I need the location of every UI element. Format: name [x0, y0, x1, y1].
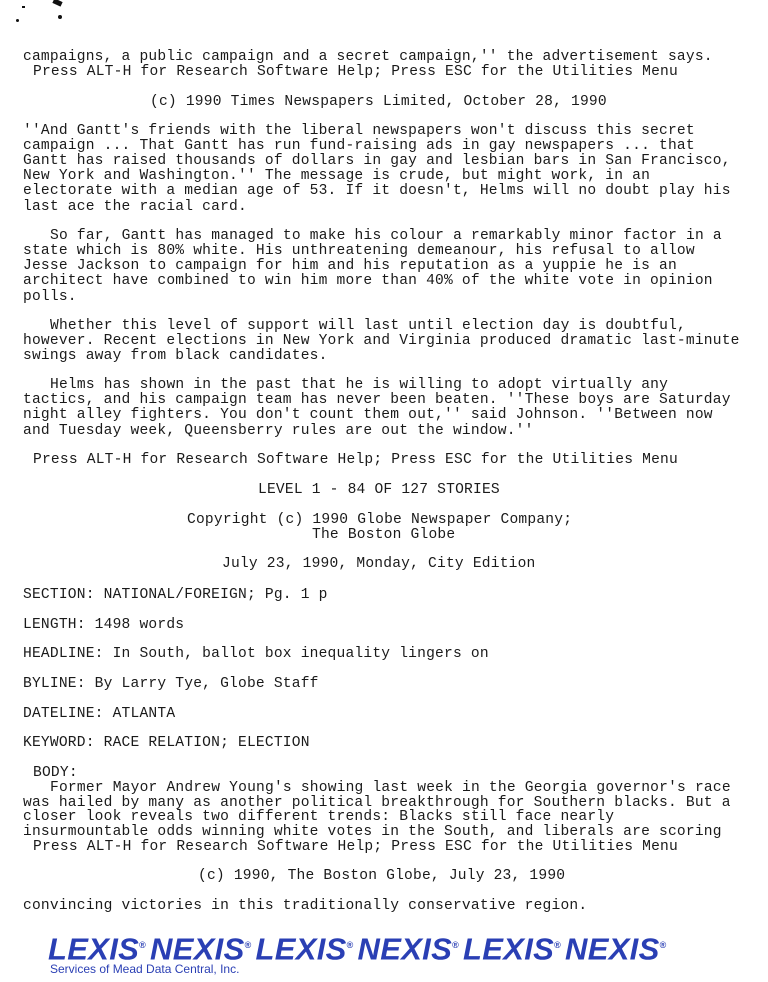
document-line: electorate with a median age of 53. If it doesn't, Helms will no doubt play his — [23, 183, 731, 199]
scan-speck-3 — [22, 6, 25, 8]
logo-word: LEXIS — [463, 931, 555, 967]
registered-mark: ® — [452, 940, 459, 950]
document-line: and Tuesday week, Queensberry rules are out the window.'' — [23, 423, 534, 439]
document-line: BODY: — [33, 765, 78, 781]
document-line: KEYWORD: RACE RELATION; ELECTION — [23, 735, 310, 751]
document-line: New York and Washington.'' The message is crude, but might work, in an — [23, 168, 651, 184]
document-line: was hailed by many as another political breakthrough for Southern blacks. But a — [23, 795, 731, 811]
document-line: So far, Gantt has managed to make his colour a remarkably minor factor in a — [50, 228, 722, 244]
scan-speck-1 — [52, 0, 62, 7]
document-line: Press ALT-H for Research Software Help; Press ESC for the Utilities Menu — [33, 452, 678, 468]
document-line: state which is 80% white. His unthreatening demeanour, his refusal to allow — [23, 243, 695, 259]
document-line: HEADLINE: In South, ballot box inequality lingers on — [23, 646, 489, 662]
logo-word: NEXIS — [150, 931, 245, 967]
document-line: The Boston Globe — [312, 527, 456, 543]
document-line: tactics, and his campaign team has never been beaten. ''These boys are Saturday — [23, 392, 731, 408]
document-line: night alley fighters. You don't count them out,'' said Johnson. ''Between now — [23, 407, 713, 423]
document-line: campaign ... That Gantt has run fund-raising ads in gay newspapers ... that — [23, 138, 695, 154]
document-line: insurmountable odds winning white votes in the South, and liberals are scoring — [23, 824, 722, 840]
document-line: convincing victories in this traditionally conservative region. — [23, 898, 588, 914]
document-line: (c) 1990, The Boston Globe, July 23, 1990 — [198, 868, 566, 884]
document-line: polls. — [23, 289, 77, 305]
document-line: (c) 1990 Times Newspapers Limited, October 28, 1990 — [150, 94, 607, 110]
logo-word: NEXIS — [357, 931, 453, 967]
document-line: Whether this level of support will last until election day is doubtful, — [50, 318, 686, 334]
document-line: DATELINE: ATLANTA — [23, 706, 176, 722]
document-line: Jesse Jackson to campaign for him and his reputation as a yuppie he is an — [23, 258, 677, 274]
logo-word: LEXIS — [48, 931, 140, 967]
registered-mark: ® — [659, 940, 667, 950]
registered-mark: ® — [139, 940, 147, 950]
document-line: July 23, 1990, Monday, City Edition — [222, 556, 536, 572]
document-line: LENGTH: 1498 words — [23, 617, 185, 633]
registered-mark: ® — [244, 940, 252, 950]
registered-mark: ® — [346, 940, 354, 950]
lexis-nexis-logo — [48, 928, 671, 966]
registered-mark: ® — [554, 940, 562, 950]
document-line: Press ALT-H for Research Software Help; Press ESC for the Utilities Menu — [33, 839, 678, 855]
document-line: Press ALT-H for Research Software Help; Press ESC for the Utilities Menu — [33, 64, 678, 80]
footer-tagline: Services of Mead Data Central, Inc. — [50, 962, 240, 976]
document-line: Helms has shown in the past that he is willing to adopt virtually any — [50, 377, 669, 393]
document-line: architect have combined to win him more than 40% of the white vote in opinion — [23, 273, 713, 289]
logo-word: LEXIS — [255, 931, 347, 967]
document-line: Copyright (c) 1990 Globe Newspaper Company; — [187, 512, 573, 528]
document-line: Former Mayor Andrew Young's showing last week in the Georgia governor's race — [50, 780, 731, 796]
scan-speck-2 — [58, 15, 62, 19]
scan-speck-4 — [16, 19, 19, 22]
document-line: last ace the racial card. — [23, 199, 247, 215]
document-line: LEVEL 1 - 84 OF 127 STORIES — [258, 482, 500, 498]
logo-word: NEXIS — [565, 931, 660, 967]
document-line: closer look reveals two different trends: Blacks still face nearly — [23, 809, 615, 825]
document-line: however. Recent elections in New York and Virginia produced dramatic last-minute — [23, 333, 740, 349]
document-line: Gantt has raised thousands of dollars in gay and lesbian bars in San Francisco, — [23, 153, 731, 169]
document-line: SECTION: NATIONAL/FOREIGN; Pg. 1 p — [23, 587, 328, 603]
document-line: BYLINE: By Larry Tye, Globe Staff — [23, 676, 319, 692]
document-line: ''And Gantt's friends with the liberal newspapers won't discuss this secret — [23, 123, 695, 139]
document-line: swings away from black candidates. — [23, 348, 328, 364]
document-line: campaigns, a public campaign and a secret campaign,'' the advertisement says. — [23, 49, 713, 65]
